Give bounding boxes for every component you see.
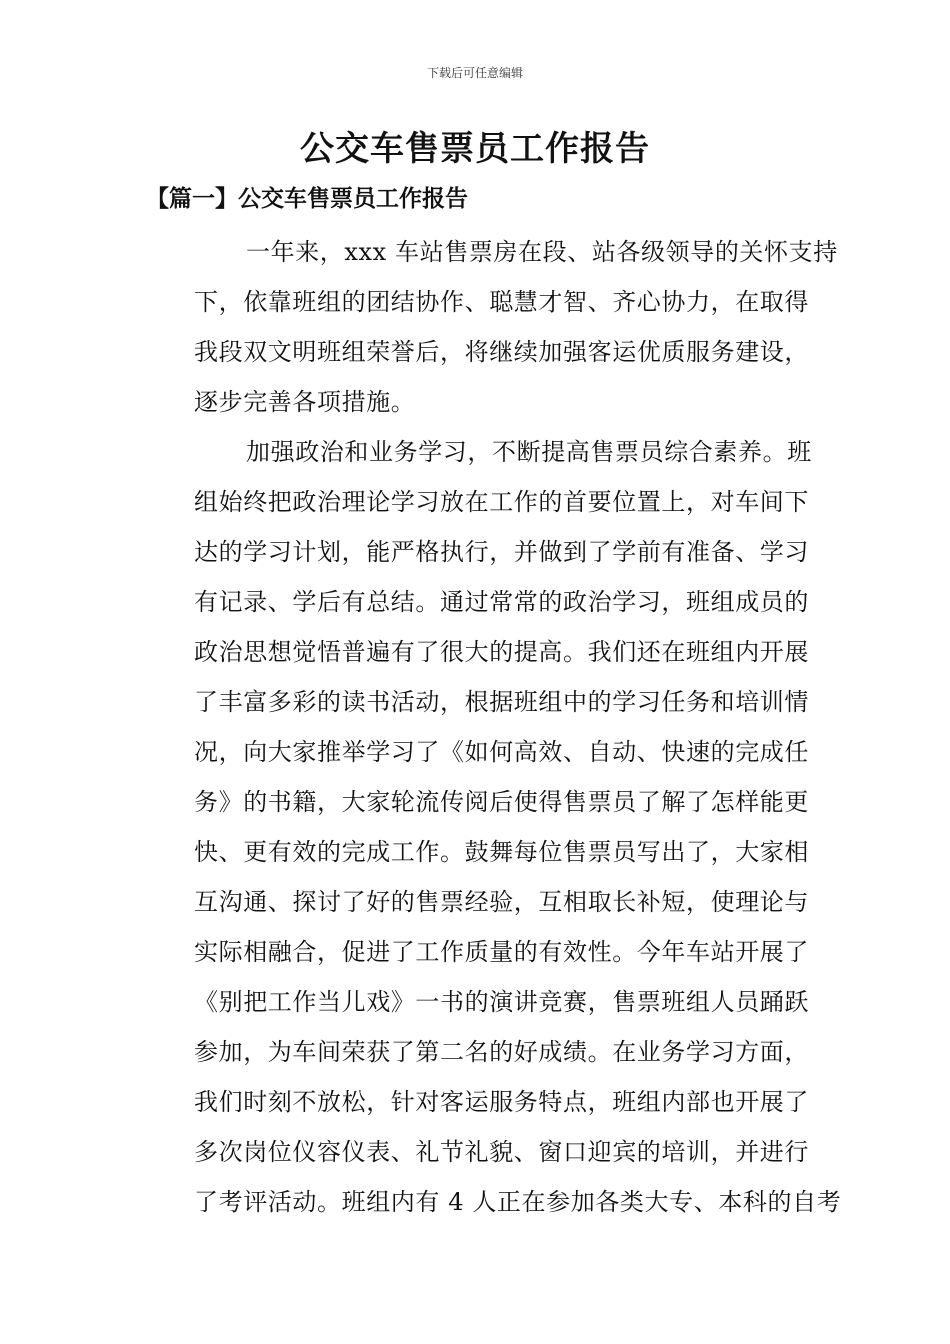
text-line: 《别把工作当儿戏》一书的演讲竞赛，售票班组人员踊跃 bbox=[194, 988, 809, 1016]
text-line: 一年来，xxx 车站售票房在段、站各级领导的关怀支持 bbox=[246, 238, 838, 266]
document-body bbox=[146, 227, 842, 1227]
text-line: 况，向大家推举学习了《如何高效、自动、快速的完成任 bbox=[194, 738, 809, 766]
text-line: 下，依靠班组的团结协作、聪慧才智、齐心协力，在取得 bbox=[194, 288, 809, 316]
text-line: 加强政治和业务学习，不断提高售票员综合素养。班 bbox=[246, 438, 812, 466]
text-line: 参加，为车间荣获了第二名的好成绩。在业务学习方面， bbox=[194, 1038, 809, 1066]
text-line: 了考评活动。班组内有 4 人正在参加各类大专、本科的自考 bbox=[194, 1188, 842, 1216]
text-line: 我们时刻不放松，针对客运服务特点，班组内部也开展了 bbox=[194, 1088, 809, 1116]
text-line: 务》的书籍，大家轮流传阅后使得售票员了解了怎样能更 bbox=[194, 788, 809, 816]
text-line: 我段双文明班组荣誉后，将继续加强客运优质服务建设， bbox=[194, 338, 809, 366]
text-line: 了丰富多彩的读书活动，根据班组中的学习任务和培训情 bbox=[194, 688, 809, 716]
text-line: 达的学习计划，能严格执行，并做到了学前有准备、学习 bbox=[194, 538, 809, 566]
text-line: 政治思想觉悟普遍有了很大的提高。我们还在班组内开展 bbox=[194, 638, 809, 666]
text-line: 互沟通、探讨了好的售票经验，互相取长补短，使理论与 bbox=[194, 888, 809, 916]
paragraph-1 bbox=[146, 227, 838, 427]
header-note: 下载后可任意编辑 bbox=[426, 66, 523, 80]
text-line: 有记录、学后有总结。通过常常的政治学习，班组成员的 bbox=[194, 588, 809, 616]
paragraph-2 bbox=[146, 427, 842, 1227]
text-line: 组始终把政治理论学习放在工作的首要位置上，对车间下 bbox=[194, 488, 809, 516]
section-heading: 【篇一】公交车售票员工作报告 bbox=[146, 185, 468, 212]
text-line: 快、更有效的完成工作。鼓舞每位售票员写出了，大家相 bbox=[194, 838, 809, 866]
text-line: 逐步完善各项措施。 bbox=[194, 388, 416, 416]
document-title: 公交车售票员工作报告 bbox=[300, 129, 650, 169]
text-line: 实际相融合，促进了工作质量的有效性。今年车站开展了 bbox=[194, 938, 809, 966]
text-line: 多次岗位仪容仪表、礼节礼貌、窗口迎宾的培训，并进行 bbox=[194, 1138, 809, 1166]
